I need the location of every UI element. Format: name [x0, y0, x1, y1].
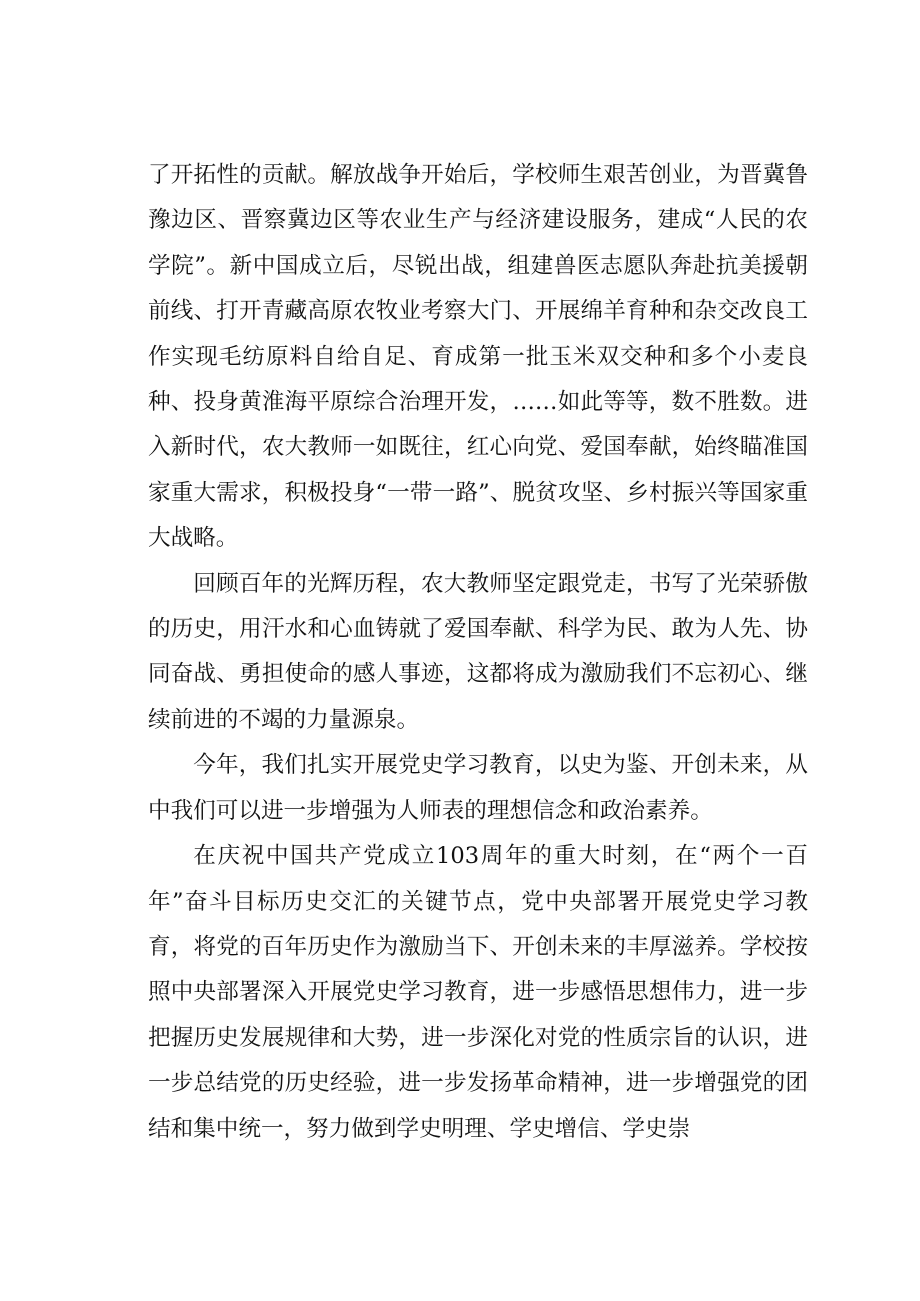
paragraph-4: 在庆祝中国共产党成立103周年的重大时刻，在“两个一百年”奋斗目标历史交汇的关键节点，党中央部署开展党史学习教育，将党的百年历史作为激励当下、开创未来的丰厚滋养。学校按照中央部署深入开展党史学习教育，进一步感悟思想伟力，进一步把握历史发展规律和大势，进一步深化对党的性质宗旨的认识，进一步总结党的历史经验，进一步发扬革命精神，进一步增强党的团结和集中统一，努力做到学史明理、学史增信、学史崇 [148, 843, 808, 1142]
paragraph-1: 了开拓性的贡献。解放战争开始后，学校师生艰苦创业，为晋冀鲁豫边区、晋察冀边区等农业生产与经济建设服务，建成“人民的农学院”。新中国成立后，尽锐出战，组建兽医志愿队奔赴抗美援朝前线、打开青藏高原农牧业考察大门、开展绵羊育种和杂交改良工作实现毛纺原料自给自足、育成第一批玉米双交种和多个小麦良种、投身黄淮海平原综合治理开发，……如此等等，数不胜数。进入新时代，农大教师一如既往，红心向党、爱国奉献，始终瞄准国家重大需求，积极投身“一带一路”、脱贫攻坚、乡村振兴等国家重大战略。 [148, 162, 808, 552]
document-body [148, 153, 808, 1152]
paragraph-3: 今年，我们扎实开展党史学习教育，以史为鉴、开创未来，从中我们可以进一步增强为人师表的理想信念和政治素养。 [148, 752, 808, 824]
paragraph-2: 回顾百年的光辉历程，农大教师坚定跟党走，书写了光荣骄傲的历史，用汗水和心血铸就了爱国奉献、科学为民、敢为人先、协同奋战、勇担使命的感人事迹，这都将成为激励我们不忘初心、继续前进的不竭的力量源泉。 [148, 570, 808, 733]
